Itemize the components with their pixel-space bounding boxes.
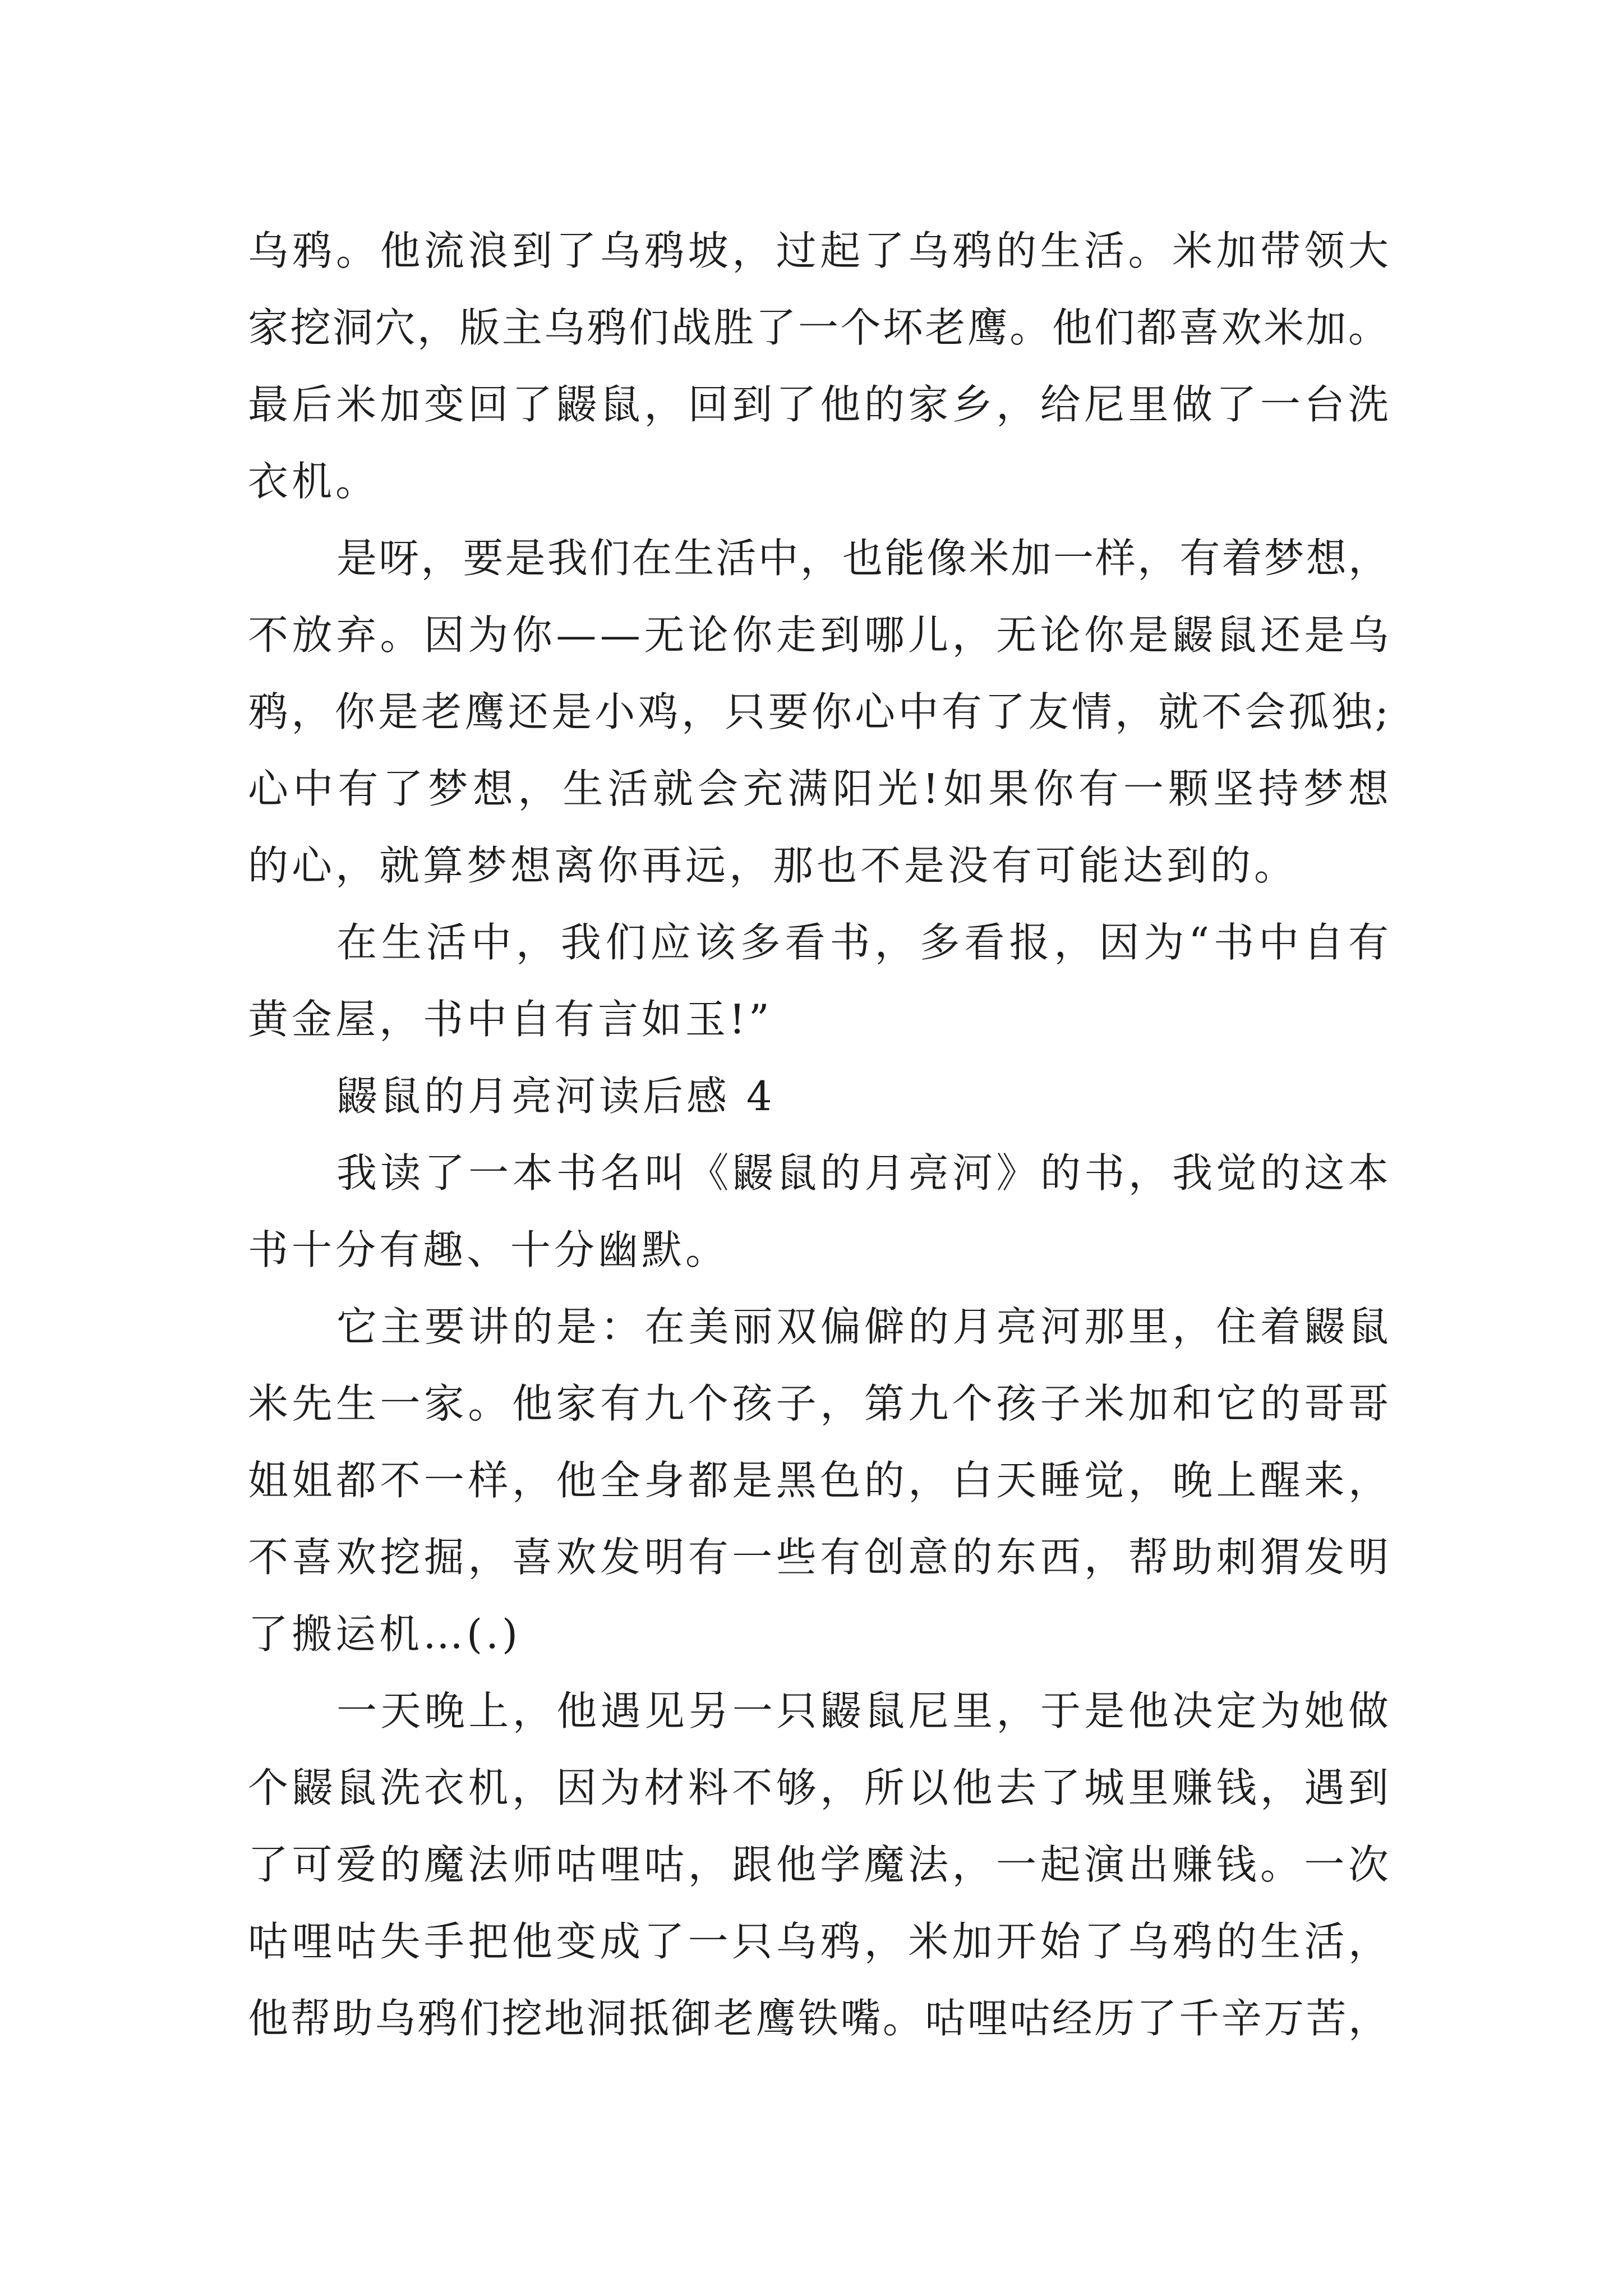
text-line: 最后米加变回了鼹鼠，回到了他的家乡，给尼里做了一台洗 [248,381,1393,428]
paragraph [248,904,1393,1058]
section-heading: 鼹鼠的月亮河读后感 4 [336,1073,776,1120]
paragraph [248,520,1394,904]
text-line: 一天晚上，他遇见另一只鼹鼠尼里，于是他决定为她做 [336,1687,1393,1734]
text-line: 姐姐都不一样，他全身都是黑色的，白天睡觉，晚上醒来， [248,1457,1393,1504]
text-line: 了搬运机…(.) [248,1611,522,1658]
paragraph [248,1673,1393,2057]
text-line: 是呀，要是我们在生活中，也能像米加一样，有着梦想， [336,535,1391,582]
text-line: 我读了一本书名叫《鼹鼠的月亮河》的书，我觉的这本 [336,1149,1393,1197]
text-line: 的心，就算梦想离你再远，那也不是没有可能达到的。 [248,842,1298,889]
paragraph [248,1289,1393,1673]
text-line: 鸦，你是老鹰还是小鸡，只要你心中有了友情，就不会孤独; [248,688,1392,735]
paragraph [248,213,1393,520]
text-line: 不喜欢挖掘，喜欢发明有一些有创意的东西，帮助刺猬发明 [248,1534,1393,1581]
text-line: 书十分有趣、十分幽默。 [248,1226,730,1273]
text-line: 了可爱的魔法师咕哩咕，跟他学魔法，一起演出赚钱。一次 [248,1841,1393,1888]
text-line: 个鼹鼠洗衣机，因为材料不够，所以他去了城里赚钱，遇到 [248,1764,1393,1811]
text-line: 心中有了梦想，生活就会充满阳光!如果你有一颗坚持梦想 [248,765,1394,812]
text-line: 衣机。 [248,458,380,505]
text-line: 在生活中，我们应该多看书，多看报，因为“书中自有 [336,919,1393,966]
text-line: 他帮助乌鸦们挖地洞抵御老鹰铁嘴。咕哩咕经历了千辛万苦， [248,1995,1391,2042]
paragraph [248,1135,1393,1289]
document-body [248,213,1394,2057]
text-line: 米先生一家。他家有九个孩子，第九个孩子米加和它的哥哥 [248,1380,1393,1427]
text-line: 咕哩咕失手把他变成了一只乌鸦，米加开始了乌鸦的生活， [248,1918,1393,1965]
text-line: 乌鸦。他流浪到了乌鸦坡，过起了乌鸦的生活。米加带领大 [248,227,1393,274]
text-line: 家挖洞穴，版主乌鸦们战胜了一个坏老鹰。他们都喜欢米加。 [248,304,1391,351]
text-line: 不放弃。因为你——无论你走到哪儿，无论你是鼹鼠还是乌 [248,611,1393,659]
text-line: 黄金屋，书中自有言如玉!” [248,996,773,1043]
text-line: 它主要讲的是：在美丽双偏僻的月亮河那里，住着鼹鼠 [336,1303,1393,1350]
